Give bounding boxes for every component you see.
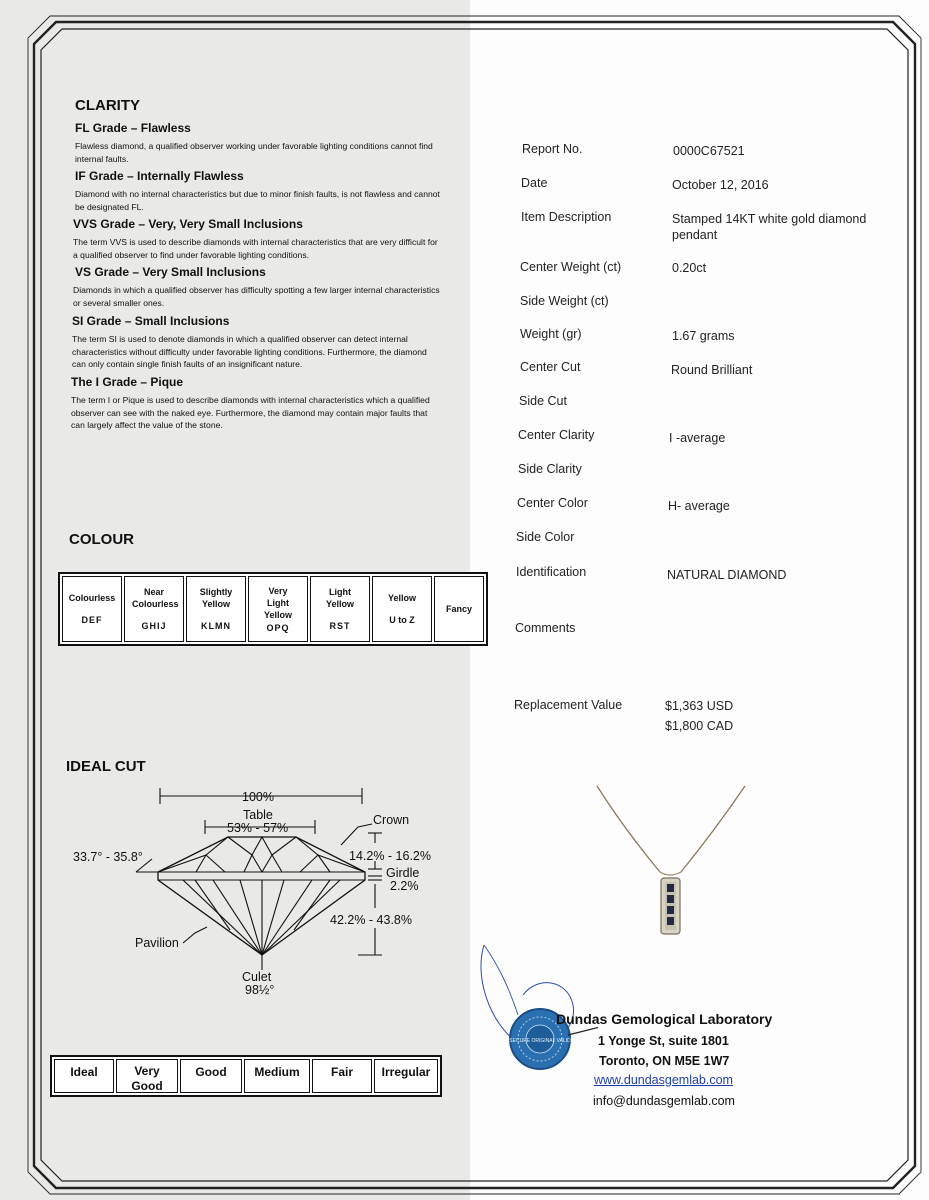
lab-name: Dundas Gemological Laboratory xyxy=(556,1011,773,1027)
ideal-cut-title: IDEAL CUT xyxy=(66,758,146,775)
report-label-side-color: Side Color xyxy=(516,530,575,544)
grade-heading-fl: FL Grade – Flawless xyxy=(75,121,191,135)
grade-desc-if: Diamond with no internal characteristics but due to minor finish faults, is not flawless and cannot be designated FL. xyxy=(75,189,440,212)
report-label-center-clarity: Center Clarity xyxy=(518,428,595,442)
cut-grade-fair: Fair xyxy=(312,1059,372,1093)
table-range-label: 53% - 57% xyxy=(227,821,289,835)
pavilion-depth-label: 42.2% - 43.8% xyxy=(330,913,412,927)
seal-text: SECURE ORIGINAL VALID xyxy=(509,1038,571,1044)
grade-heading-si: SI Grade – Small Inclusions xyxy=(72,314,230,328)
pavilion-label: Pavilion xyxy=(135,936,179,950)
colour-grades: KLMN xyxy=(201,621,231,631)
colour-scale-table xyxy=(58,572,488,646)
colour-name: Light Yellow xyxy=(325,587,354,609)
grade-desc-si: The term SI is used to denote diamonds in which a qualified observer can detect internal characteristics without difficulty under favorable lighting conditions. Furthermore, the diamond can only contain single finish faults of an insignificant nature. xyxy=(72,334,427,369)
colour-grades: DEF xyxy=(81,615,103,625)
report-value-center-clarity: I -average xyxy=(669,431,726,445)
report-label-side-weight: Side Weight (ct) xyxy=(520,294,609,308)
table-label: Table xyxy=(243,808,273,822)
report-label-comments: Comments xyxy=(515,621,576,635)
report-label-report-no: Report No. xyxy=(522,142,583,156)
colour-cell-fancy xyxy=(434,576,484,642)
lab-address-line-1: 1 Yonge St, suite 1801 xyxy=(598,1034,729,1048)
girdle-label: Girdle xyxy=(386,866,420,880)
grade-desc-vvs: The term VVS is used to describe diamonds with internal characteristics that are very difficult for a qualified observer to find under favorable lighting conditions. xyxy=(73,237,438,260)
colour-grades: GHIJ xyxy=(141,621,167,631)
replacement-value-cad: $1,800 CAD xyxy=(665,719,734,733)
colour-grades: U to Z xyxy=(389,615,415,625)
girdle-value: 2.2% xyxy=(390,879,419,893)
grade-heading-vs: VS Grade – Very Small Inclusions xyxy=(75,265,266,279)
report-value-center-weight: 0.20ct xyxy=(672,261,707,275)
report-label-center-weight: Center Weight (ct) xyxy=(520,260,622,274)
colour-name: Very Light Yellow xyxy=(263,585,292,620)
colour-grades: RST xyxy=(329,621,351,631)
clarity-title: CLARITY xyxy=(75,97,140,114)
colour-cell-near-colourless xyxy=(124,576,184,642)
report-label-center-cut: Center Cut xyxy=(520,360,581,374)
cut-grade-table xyxy=(50,1055,442,1097)
grade-desc-vs: Diamonds in which a qualified observer has difficulty spotting a few larger internal characteristics or several smaller ones. xyxy=(73,285,440,308)
replacement-value-usd: $1,363 USD xyxy=(665,699,734,713)
crown-label: Crown xyxy=(373,813,410,827)
grade-desc-i: The term I or Pique is used to describe diamonds with internal characteristics which a qualified observer can see with the naked eye. Furthermore, the diamond may contain major faults that can largely affect the value of the stone. xyxy=(71,395,430,430)
security-seal xyxy=(478,935,598,1085)
grade-heading-vvs: VVS Grade – Very, Very Small Inclusions xyxy=(73,217,303,231)
report-value-date: October 12, 2016 xyxy=(672,178,769,192)
cut-grade-irregular: Irregular xyxy=(374,1059,438,1093)
report-label-weight-gr: Weight (gr) xyxy=(520,327,582,341)
colour-name: Near Colourless xyxy=(132,587,179,609)
cut-grade-good: Good xyxy=(180,1059,242,1093)
colour-cell-colourless xyxy=(62,576,122,642)
pendant-photo xyxy=(585,780,760,950)
report-label-side-cut: Side Cut xyxy=(519,394,567,408)
grade-heading-if: IF Grade – Internally Flawless xyxy=(75,169,244,183)
colour-title: COLOUR xyxy=(69,531,134,548)
report-value-identification: NATURAL DIAMOND xyxy=(667,568,787,582)
report-label-identification: Identification xyxy=(516,565,587,579)
width-label: 100% xyxy=(242,790,274,804)
cut-grade-medium: Medium xyxy=(244,1059,310,1093)
report-value-center-color: H- average xyxy=(668,499,730,513)
report-value-report-no: 0000C67521 xyxy=(673,144,745,158)
report-value-center-cut: Round Brilliant xyxy=(671,363,753,377)
lab-website-link[interactable]: www.dundasgemlab.com xyxy=(594,1073,733,1087)
colour-name: Colourless xyxy=(68,593,116,603)
report-label-center-color: Center Color xyxy=(517,496,588,510)
pavilion-pointer xyxy=(183,927,207,943)
culet-label: Culet xyxy=(242,970,272,984)
crown-pointer xyxy=(341,824,372,845)
culet-value: 98½° xyxy=(245,983,275,997)
colour-grades: OPQ xyxy=(266,622,290,633)
colour-name: Slightly Yellow xyxy=(199,587,233,609)
cut-grade-ideal: Ideal xyxy=(54,1059,114,1093)
report-label-side-clarity: Side Clarity xyxy=(518,462,582,476)
colour-name: Fancy xyxy=(445,604,472,614)
grade-heading-i: The I Grade – Pique xyxy=(71,375,184,389)
crown-height-label: 14.2% - 16.2% xyxy=(349,849,431,863)
crown-angle-label: 33.7° - 35.8° xyxy=(73,850,143,864)
report-label-item-description: Item Description xyxy=(521,210,612,224)
grade-desc-fl: Flawless diamond, a qualified observer working under favorable lighting conditions cannot find internal faults. xyxy=(75,141,433,164)
report-value-weight-gr: 1.67 grams xyxy=(672,329,735,343)
replacement-value-label: Replacement Value xyxy=(514,698,623,712)
colour-cell-yellow xyxy=(372,576,432,642)
lab-address-line-2: Toronto, ON M5E 1W7 xyxy=(599,1054,730,1068)
colour-name: Yellow xyxy=(387,593,416,603)
colour-cell-very-light-yellow xyxy=(248,576,308,642)
colour-cell-slightly-yellow xyxy=(186,576,246,642)
colour-cell-light-yellow xyxy=(310,576,370,642)
report-label-date: Date xyxy=(521,176,548,190)
cut-grade-very-good: Very Good xyxy=(116,1059,178,1093)
lab-email: info@dundasgemlab.com xyxy=(593,1094,735,1108)
ideal-cut-diagram xyxy=(0,775,470,1010)
report-value-item-description: Stamped 14KT white gold diamond pendant xyxy=(672,212,867,242)
